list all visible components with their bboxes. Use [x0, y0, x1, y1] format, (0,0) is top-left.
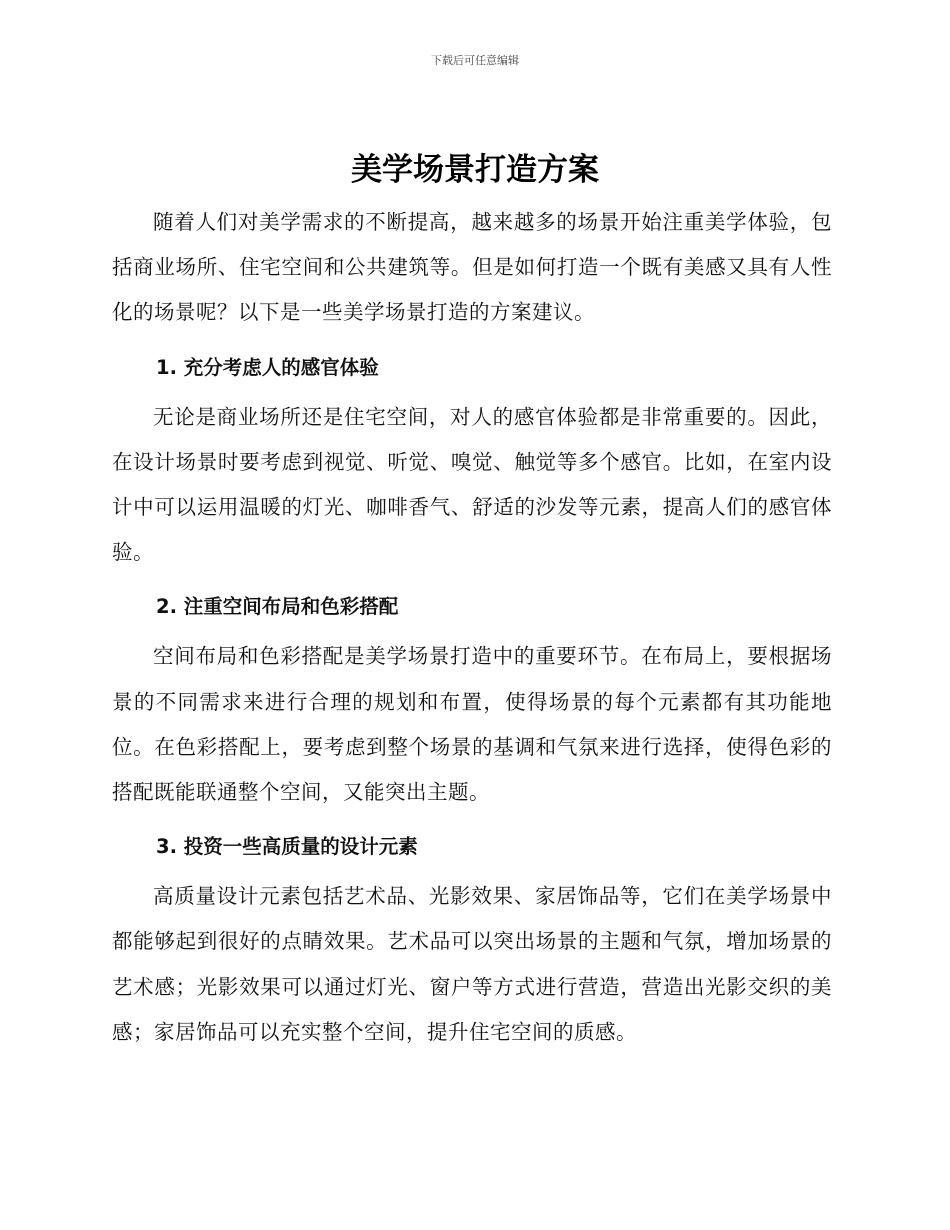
document-body	[112, 200, 832, 1055]
section-spacer	[112, 861, 832, 874]
section-spacer	[112, 382, 832, 395]
header-note: 下载后可任意编辑	[431, 54, 519, 67]
document-title: 美学场景打造方案	[351, 152, 599, 188]
section-body-2: 空间布局和色彩搭配是美学场景打造中的重要环节。在布局上，要根据场景的不同需求来进行合理的规划和布置，使得场景的每个元素都有其功能地位。在色彩搭配上，要考虑到整个场景的基调和气氛来进行选择，使得色彩的搭配既能联通整个空间，又能突出主题。	[112, 644, 832, 805]
section-body-3: 高质量设计元素包括艺术品、光影效果、家居饰品等，它们在美学场景中都能够起到很好的点睛效果。艺术品可以突出场景的主题和气氛，增加场景的艺术感；光影效果可以通过灯光、窗户等方式进行营造，营造出光影交织的美感；家居饰品可以充实整个空间，提升住宅空间的质感。	[112, 884, 832, 1044]
intro-paragraph: 随着人们对美学需求的不断提高，越来越多的场景开始注重美学体验，包括商业场所、住宅空间和公共建筑等。但是如何打造一个既有美感又具有人性化的场景呢？以下是一些美学场景打造的方案建议。	[112, 210, 832, 325]
section-spacer	[112, 621, 832, 634]
section-body-1: 无论是商业场所还是住宅空间，对人的感官体验都是非常重要的。因此，在设计场景时要考虑到视觉、听觉、嗅觉、触觉等多个感官。比如，在室内设计中可以运用温暖的灯光、咖啡香气、舒适的沙发等元素，提高人们的感官体验。	[112, 404, 832, 565]
section-spacer	[112, 336, 832, 354]
section-heading-2: 2. 注重空间布局和色彩搭配	[156, 595, 399, 619]
section-heading-1: 1. 充分考虑人的感官体验	[156, 355, 379, 379]
section-spacer	[112, 815, 832, 833]
section-heading-3: 3. 投资一些高质量的设计元素	[156, 835, 418, 859]
section-spacer	[112, 575, 832, 593]
